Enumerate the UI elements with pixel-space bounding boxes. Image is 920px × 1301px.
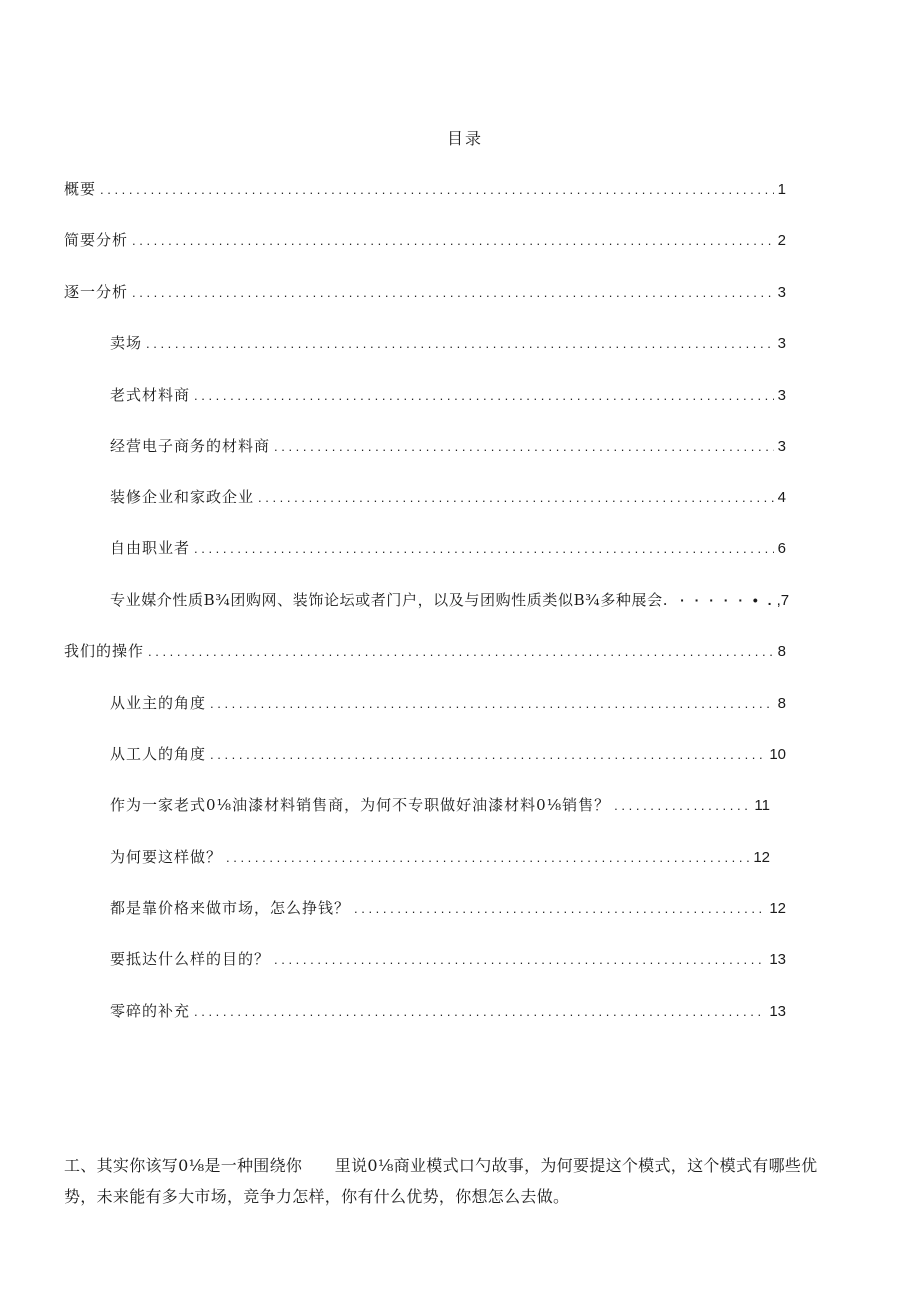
toc-entry-why-do-this[interactable] <box>110 846 770 868</box>
toc-dot-leader <box>194 1001 765 1023</box>
toc-dot-leader <box>226 847 749 869</box>
toc-entry-goals[interactable] <box>110 948 786 970</box>
toc-label: 作为一家老式0⅛油漆材料销售商，为何不专职做好油漆材料0⅛销售？ <box>110 796 611 814</box>
toc-dot-leader <box>210 693 774 715</box>
toc-label: 要抵达什么样的目的？ <box>110 950 271 968</box>
toc-label: 零碎的补充 <box>110 1002 191 1020</box>
toc-entry-media-group-buying[interactable] <box>110 589 840 611</box>
toc-dot-leader: · · · · · • . <box>680 592 775 608</box>
toc-page-number: 8 <box>777 643 786 660</box>
toc-page-number: 11 <box>754 797 770 814</box>
toc-label: 老式材料商 <box>110 386 191 404</box>
toc-dot-leader <box>614 795 750 817</box>
toc-entry-price-competition[interactable] <box>110 897 786 919</box>
footer-line-2: 势，未来能有多大市场，竞争力怎样，你有什么优势，你想怎么去做。 <box>64 1187 570 1206</box>
toc-dot-leader <box>258 487 774 509</box>
toc-label: 都是靠价格来做市场，怎么挣钱？ <box>110 899 351 917</box>
toc-label: 卖场 <box>110 334 143 352</box>
toc-dot-leader <box>274 949 765 971</box>
toc-label: 逐一分析 <box>64 283 129 301</box>
toc-page-number: 12 <box>769 900 786 917</box>
toc-entry-stores[interactable] <box>110 332 786 354</box>
toc-label: 自由职业者 <box>110 539 191 557</box>
toc-entry-freelancers[interactable] <box>110 537 786 559</box>
toc-page-number: 10 <box>769 746 786 763</box>
toc-label: 从工人的角度 <box>110 745 207 763</box>
toc-label: 概要 <box>64 180 97 198</box>
toc-entry-old-suppliers[interactable] <box>110 384 786 406</box>
toc-entry-decoration-companies[interactable] <box>110 486 786 508</box>
toc-label: 我们的操作 <box>64 642 145 660</box>
toc-entry-supplements[interactable] <box>110 1000 786 1022</box>
toc-dot-leader <box>194 385 774 407</box>
footer-paragraph <box>64 1150 854 1212</box>
toc-page-number: 13 <box>769 1003 786 1020</box>
toc-label: 从业主的角度 <box>110 694 207 712</box>
toc-page-number: 8 <box>777 695 786 712</box>
toc-dot-leader <box>194 538 774 560</box>
toc-page-number: 3 <box>777 335 786 352</box>
toc-page-number: ,7 <box>776 592 790 609</box>
toc-entry-paint-seller-question[interactable] <box>110 794 770 816</box>
toc-dot-leader <box>274 436 774 458</box>
toc-label: 装修企业和家政企业 <box>110 488 255 506</box>
toc-page-number: 3 <box>777 284 786 301</box>
footer-line-1: 工、其实你该写0⅛是一种围绕你 里说0⅛商业模式口勺故事，为何要提这个模式，这个模式有哪些优 <box>64 1156 818 1175</box>
toc-page-number: 1 <box>777 181 786 198</box>
toc-label: 为何要这样做？ <box>110 848 223 866</box>
toc-dot-leader <box>210 744 765 766</box>
toc-page-number: 6 <box>777 540 786 557</box>
toc-page-number: 12 <box>753 849 770 866</box>
toc-page-number: 13 <box>769 951 786 968</box>
toc-dot-leader <box>100 179 774 201</box>
toc-label: 专业媒介性质B¾团购网、装饰论坛或者门户，以及与团购性质类似B¾多种展会. <box>110 591 669 609</box>
toc-dot-leader <box>148 641 774 663</box>
toc-page-number: 3 <box>777 438 786 455</box>
toc-dot-leader <box>354 898 765 920</box>
toc-entry-brief-analysis[interactable] <box>64 229 786 251</box>
toc-entry-overview[interactable] <box>64 178 786 200</box>
toc-dot-leader <box>146 333 774 355</box>
toc-page-number: 2 <box>777 232 786 249</box>
toc-entry-worker-perspective[interactable] <box>110 743 786 765</box>
toc-label: 简要分析 <box>64 231 129 249</box>
page-title: 目录 <box>446 129 483 148</box>
toc-entry-owner-perspective[interactable] <box>110 692 786 714</box>
toc-page-number: 3 <box>777 387 786 404</box>
toc-dot-leader <box>132 282 774 304</box>
toc-entry-ecommerce-suppliers[interactable] <box>110 435 786 457</box>
toc-label: 经营电子商务的材料商 <box>110 437 271 455</box>
toc-page-number: 4 <box>777 489 786 506</box>
toc-entry-item-analysis[interactable] <box>64 281 786 303</box>
toc-dot-leader <box>132 230 774 252</box>
toc-entry-our-operations[interactable] <box>64 640 786 662</box>
